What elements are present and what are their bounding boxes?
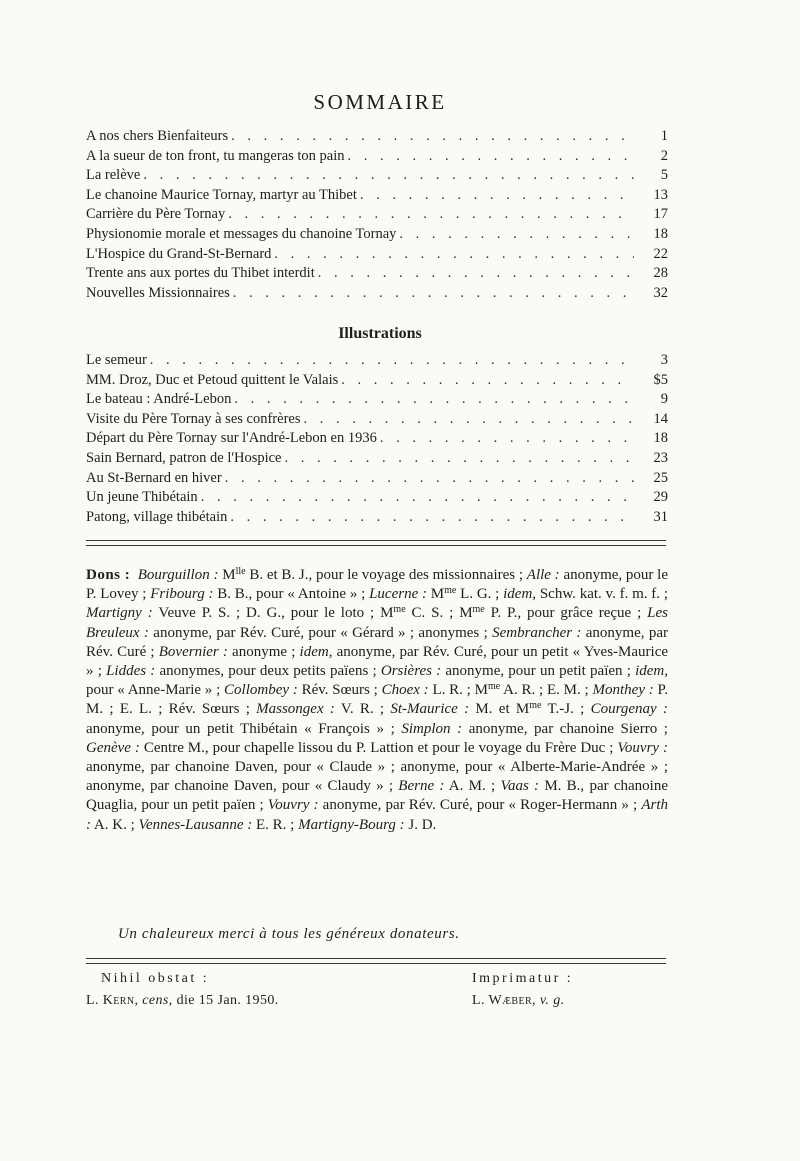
toc-entry-title: MM. Droz, Duc et Petoud quittent le Valais	[86, 371, 339, 388]
donation-text: A. R. ; E. M. ;	[500, 682, 593, 699]
donation-place: Fribourg :	[150, 586, 214, 603]
dot-leader	[348, 148, 634, 165]
donation-text: Rév. Sœurs ;	[297, 682, 382, 699]
donation-place: Vaas :	[500, 778, 540, 795]
toc-entry-title: Visite du Père Tornay à ses confrères	[86, 410, 301, 427]
toc-entry-page: 17	[653, 206, 668, 223]
donation-text: P. P., pour grâce reçue ;	[484, 605, 648, 622]
toc-entry-page: 5	[660, 167, 668, 184]
censor-role: cens,	[142, 993, 173, 1008]
donation-place: Berne :	[398, 778, 445, 795]
toc-entry-page: $5	[653, 371, 668, 388]
donation-place: Bourguillon :	[137, 567, 219, 583]
donation-place: Monthey :	[592, 682, 654, 699]
toc-entry-page: 9	[660, 391, 668, 408]
toc-entry-title: Physionomie morale et messages du chanoine Tornay	[86, 225, 397, 242]
toc-entry	[86, 128, 668, 148]
dot-leader	[318, 265, 634, 282]
donation-place: idem,	[503, 586, 537, 603]
donation-text: L. G. ;	[456, 586, 504, 603]
toc-entry-title: Départ du Père Tornay sur l'André-Lebon en 1936	[86, 430, 377, 447]
donation-place: Lucerne :	[369, 586, 428, 603]
donation-text: E. R. ;	[252, 816, 299, 833]
donations-label: Dons :	[86, 567, 131, 583]
donation-place: Orsières :	[380, 663, 442, 680]
toc-entry-title: Le bateau : André-Lebon	[86, 391, 232, 408]
donation-place: idem,	[299, 643, 333, 660]
donation-text: anonyme, par Rév. Curé ;	[86, 624, 668, 660]
donation-text: T.-J. ;	[541, 701, 591, 718]
dot-leader	[201, 489, 634, 506]
toc-entry	[86, 411, 668, 431]
toc-entry-page: 1	[660, 128, 668, 144]
double-rule-divider	[86, 958, 666, 964]
dot-leader	[303, 411, 634, 428]
donation-text: anonyme ;	[227, 643, 300, 660]
toc-entry	[86, 187, 668, 207]
donation-place: Vennes-Lausanne :	[138, 816, 253, 833]
donation-text: anonyme, par Rév. Curé, pour « Gérard » ; anonymes ;	[148, 624, 493, 641]
toc-entry-page: 22	[653, 245, 668, 262]
nihil-obstat-date: die 15 Jan. 1950.	[176, 993, 279, 1008]
donation-place: Alle :	[526, 567, 560, 583]
dot-leader	[285, 450, 635, 467]
toc-entry	[86, 226, 668, 246]
toc-entry-title: Sain Bernard, patron de l'Hospice	[86, 449, 282, 466]
donation-sup: me	[529, 700, 542, 712]
toc-entry-page: 18	[653, 430, 668, 447]
donations-paragraph	[86, 566, 668, 835]
donation-sup: me	[444, 585, 457, 597]
toc-entry	[86, 509, 668, 529]
donation-text: Veuve P. S. ; D. G., pour le loto ; M	[152, 605, 394, 622]
donation-text: B. et B. J., pour le voyage des missionnaires ;	[245, 567, 527, 583]
censor-name: L. Kern,	[86, 993, 139, 1008]
donation-place: Martigny-Bourg :	[298, 816, 405, 833]
donation-text: anonyme, par chanoine Sierro ;	[462, 720, 668, 737]
toc-entry	[86, 489, 668, 509]
toc-entry	[86, 148, 668, 168]
toc-entry-page: 32	[653, 284, 668, 301]
donation-text: anonymes, pour deux petits païens ;	[155, 663, 381, 680]
toc-entry	[86, 246, 668, 266]
toc-entry	[86, 470, 668, 490]
toc-entry-title: Le chanoine Maurice Tornay, martyr au Thibet	[86, 186, 357, 203]
donation-place: idem,	[635, 663, 669, 680]
illustrations-list	[86, 352, 668, 528]
toc-entry-title: L'Hospice du Grand-St-Bernard	[86, 245, 272, 262]
dot-leader	[234, 391, 634, 408]
donation-place: Les Breuleux :	[86, 605, 668, 641]
toc-entry	[86, 352, 668, 372]
donation-sup: me	[487, 681, 501, 693]
donation-text: P. M. ; E. L. ; Rév. Sœurs ;	[86, 682, 668, 718]
donation-text: C. S. ; M	[405, 605, 473, 622]
toc-entry-page: 3	[660, 352, 668, 368]
donation-text: pour « Anne-Marie » ;	[86, 682, 225, 699]
donation-text: Centre M., pour chapelle lissou du P. Lattion et pour le voyage du Frère Duc ;	[139, 739, 618, 756]
vicar-name: L. Wæber,	[472, 993, 536, 1008]
dot-leader	[399, 226, 634, 243]
dot-leader	[274, 246, 634, 263]
toc-entry-page: 28	[653, 265, 668, 282]
toc-entry	[86, 285, 668, 305]
toc-entry-page: 18	[653, 225, 668, 242]
donation-place: Massongex :	[256, 701, 335, 718]
dot-leader	[233, 285, 634, 302]
donation-place: St-Maurice :	[390, 701, 470, 718]
toc-entry-title: A nos chers Bienfaiteurs	[86, 128, 229, 144]
dot-leader	[380, 430, 634, 447]
donation-text: anonyme, par Rév. Curé, pour « Roger-Hermann » ;	[318, 797, 642, 814]
toc-entry-page: 13	[653, 186, 668, 203]
toc-entry-page: 29	[653, 489, 668, 506]
donation-place: Martigny :	[86, 605, 153, 622]
toc-entry	[86, 430, 668, 450]
donation-place: Collombey :	[224, 682, 298, 699]
toc-entry-page: 2	[660, 147, 668, 164]
donation-place: Genève :	[86, 739, 140, 756]
dot-leader	[150, 352, 634, 369]
toc-entry-title: Nouvelles Missionnaires	[86, 284, 230, 301]
toc-entry-page: 23	[653, 449, 668, 466]
donation-text: M. B., par chanoine Quaglia, pour un petit païen ;	[86, 778, 669, 814]
donation-text: anonyme, par chanoine Daven, pour « Claude » ; anonyme, pour « Alberte-Marie-Andrée » ; anonyme, par chanoine Daven, pour « Claudy » ;	[86, 759, 668, 795]
donation-text: anonyme, par Rév. Curé, pour un petit « Yves-Maurice » ;	[86, 643, 669, 680]
toc-entry	[86, 372, 668, 392]
dot-leader	[230, 509, 634, 526]
toc-entry	[86, 450, 668, 470]
dot-leader	[341, 372, 634, 389]
nihil-obstat-signature	[86, 993, 279, 1009]
toc-entry-title: Trente ans aux portes du Thibet interdit	[86, 265, 315, 282]
toc-entry	[86, 391, 668, 411]
toc-entry-title: Au St-Bernard en hiver	[86, 469, 222, 486]
toc-entry-page: 25	[653, 469, 668, 486]
donation-text: L. R. ; M	[428, 682, 488, 699]
donation-place: Vouvry :	[617, 739, 669, 756]
dot-leader	[228, 206, 634, 223]
donation-text: anonyme, pour un petit païen ;	[441, 663, 636, 680]
donation-place: Courgenay :	[590, 701, 668, 718]
dot-leader	[143, 167, 634, 184]
toc-entry	[86, 206, 668, 226]
donation-text: Schw. kat. v. f. m. f. ;	[536, 586, 668, 603]
donation-text: A. M. ;	[444, 778, 501, 795]
dot-leader	[360, 187, 634, 204]
donation-text: M. et M	[469, 701, 530, 718]
dot-leader	[231, 128, 634, 145]
toc-entry-page: 14	[653, 410, 668, 427]
donation-text: anonyme, pour le P. Lovey ;	[86, 567, 668, 603]
donation-sup: me	[393, 604, 406, 616]
donation-text: M	[427, 586, 445, 603]
toc-entry-title: Carrière du Père Tornay	[86, 206, 226, 223]
toc-entry-title: Patong, village thibétain	[86, 508, 228, 525]
dot-leader	[225, 470, 634, 487]
toc-entry-title: La relève	[86, 167, 141, 184]
donation-text: M	[218, 567, 236, 583]
donation-text: V. R. ;	[334, 701, 391, 718]
toc-entry-title: A la sueur de ton front, tu mangeras ton pain	[86, 147, 345, 164]
donation-place: Bovernier :	[158, 643, 228, 660]
imprimatur-label: Imprimatur :	[472, 971, 574, 986]
donation-place: Liddes :	[106, 663, 156, 680]
donation-sup: lle	[235, 566, 246, 577]
table-of-contents	[86, 128, 668, 304]
donation-place: Choex :	[381, 682, 429, 699]
vicar-role: v. g.	[539, 993, 565, 1008]
donation-text: B. B., pour « Antoine » ;	[213, 586, 370, 603]
double-rule-divider	[86, 540, 666, 546]
nihil-obstat-label: Nihil obstat :	[101, 971, 210, 986]
toc-entry-title: Un jeune Thibétain	[86, 489, 198, 506]
illustrations-heading: Illustrations	[338, 325, 422, 342]
thanks-line: Un chaleureux merci à tous les généreux donateurs.	[118, 926, 460, 942]
donation-place: Arth :	[86, 797, 669, 833]
donation-place: Simplon :	[401, 720, 463, 737]
donation-text: J. D.	[404, 816, 437, 833]
toc-entry-page: 31	[653, 508, 668, 525]
imprimatur-signature	[472, 993, 565, 1009]
toc-entry-title: Le semeur	[86, 352, 147, 368]
donation-place: Vouvry :	[267, 797, 319, 814]
donation-sup: me	[472, 604, 485, 616]
donation-place: Sembrancher :	[492, 624, 582, 641]
page-title: SOMMAIRE	[313, 90, 447, 114]
donation-text: A. K. ;	[91, 816, 139, 833]
donation-text: anonyme, pour un petit Thibétain « François » ;	[86, 720, 402, 737]
toc-entry	[86, 265, 668, 285]
toc-entry	[86, 167, 668, 187]
